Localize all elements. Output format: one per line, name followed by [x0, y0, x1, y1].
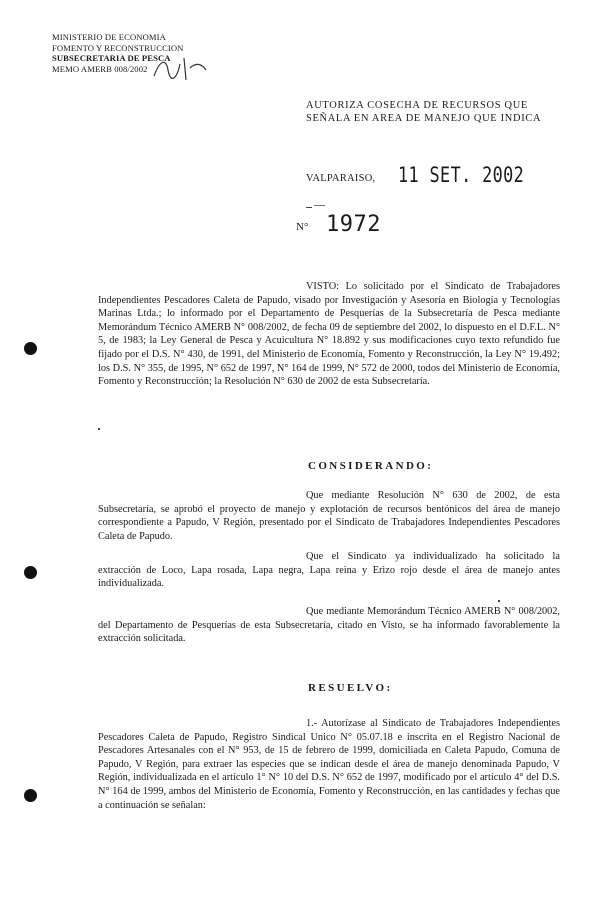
header-line-subsecretaria: SUBSECRETARIA DE PESCA — [52, 53, 171, 63]
punch-hole-top — [24, 342, 37, 355]
punch-hole-bottom — [24, 789, 37, 802]
resolution-number: 1972 — [326, 212, 381, 237]
header-line-ministry: MINISTERIO DE ECONOMIA — [52, 32, 166, 42]
considerando-paragraph-1: Que mediante Resolución N° 630 de 2002, de esta Subsecretaría, se aprobó el proyecto de manejo y explotación de recursos bentónicos del área de manejo correspondiente a Papudo, V Región, presentado por el Sindicato de Trabajadores Independientes Pescadores Caleta de Papudo. — [98, 490, 560, 542]
header-line-fomento: FOMENTO Y RECONSTRUCCION — [52, 42, 184, 53]
resuelvo-heading: RESUELVO: — [308, 682, 393, 694]
header-line-memo: MEMO AMERB 008/2002 — [52, 63, 148, 74]
scan-speck — [306, 207, 312, 208]
considerando-paragraph-3: Que mediante Memorándum Técnico AMERB N° 008/2002, del Departamento de Pesquerías de esta Subsecretaría, citado en Visto, se ha informado favorablemente la extracción solicitada. — [98, 606, 560, 645]
number-dash — [314, 205, 325, 206]
initials-signature — [150, 54, 210, 84]
date-stamp: 11 SET. 2002 — [398, 163, 525, 187]
considerando-paragraph-2: Que el Sindicato ya individualizado ha solicitado la extracción de Loco, Lapa rosada, Lapa negra, Lapa reina y Erizo rojo desde el área de manejo antes individualizada. — [98, 551, 560, 590]
subject-line: AUTORIZA COSECHA DE RECURSOS QUE SEÑALA EN AREA DE MANEJO QUE INDICA — [306, 100, 542, 124]
resolution-number-label: N° — [296, 221, 309, 233]
considerando-heading: CONSIDERANDO: — [308, 460, 434, 472]
visto-paragraph: VISTO: Lo solicitado por el Sindicato de Trabajadores Independientes Pescadores Caleta de Papudo, visado por Investigación y Asesoría en Biología y Tecnologías Marinas Ltda.; lo informado por el Departamento de Pesquerías de la Subsecretaría de Pesca mediante Memorándum Técnico AMERB N° 008/2002, de fecha 09 de septiembre del 2002, lo dispuesto en el D.F.L. N° 5, de 1983; la Ley General de Pesca y Acuicultura N° 18.892 y sus modificaciones cuyo texto refundido fue fijado por el D.S. N° 430, de 1991, del Ministerio de Economía, Fomento y Reconstrucción, la Ley N° 19.492; los D.S. N° 355, de 1995, N° 652 de 1997, N° 164 de 1999, N° 572 de 2000, todos del Ministerio de Economía, Fomento y Reconstrucción; la Resolución N° 630 de 2002 de esta Subsecretaría. — [98, 281, 560, 388]
scan-speck — [98, 428, 100, 430]
place-label: VALPARAISO, — [306, 173, 376, 184]
scan-speck — [498, 600, 500, 602]
punch-hole-middle — [24, 566, 37, 579]
resuelvo-paragraph-1: 1.- Autorízase al Sindicato de Trabajadores Independientes Pescadores Caleta de Papudo, Registro Sindical Unico N° 05.07.18 e inscrita en el Registro Nacional de Pescadores Artesanales con el N° 953, de 15 de febrero de 1999, domiciliada en Caleta Papudo, Comuna de Papudo, V Región, para extraer las especies que se indican desde el área de manejo denominada Papudo, V Región, individualizada en el artículo 1° N° 10 del D.S. N° 652 de 1997, modificado por el artículo 4° del D.S. N° 164 de 1999, ambos del Ministerio de Economía, Fomento y Reconstrucción, en las cantidades y fechas que a continuación se señalan: — [98, 718, 560, 811]
